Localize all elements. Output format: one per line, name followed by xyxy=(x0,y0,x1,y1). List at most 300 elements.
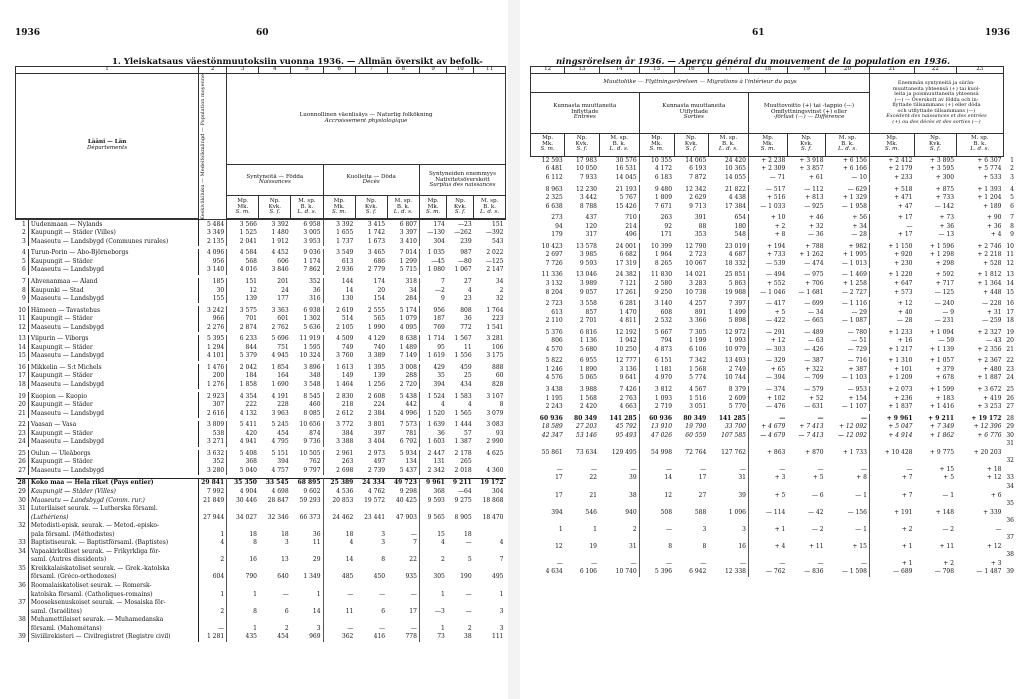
table-cell: + 12 092 xyxy=(826,423,870,432)
table-cell: 806 xyxy=(551,337,563,345)
table-cell: 27 xyxy=(698,491,707,499)
table-cell: + 102 xyxy=(766,394,786,402)
colnum: 12 xyxy=(531,67,565,74)
table-cell: 141 285 xyxy=(708,414,748,423)
table-cell xyxy=(639,551,674,560)
table-cell: 11 336 xyxy=(541,271,563,279)
table-cell: 9 797 xyxy=(291,467,323,476)
table-cell: — xyxy=(282,590,289,598)
table-cell: 9 713 xyxy=(689,202,707,210)
col1-header xyxy=(16,73,199,219)
unit-header-line: Mp. xyxy=(333,198,345,205)
table-cell xyxy=(599,517,639,526)
table-cell: 9 593 xyxy=(579,259,597,267)
table-cell: —125 xyxy=(486,257,504,265)
surplus-header-fi: Syntyneiden enemmyys xyxy=(428,171,496,178)
table-cell: 3 953 xyxy=(291,238,323,247)
table-cell: + 1 393 xyxy=(977,185,1002,193)
table-cell: — 1 116 xyxy=(826,300,870,309)
table-cell: 3 801 xyxy=(367,421,386,429)
table-cell: 4 570 xyxy=(545,345,563,353)
table-cell: 5 174 xyxy=(387,306,419,315)
colnum: 16 xyxy=(674,67,708,74)
table-cell: + 1 217 xyxy=(888,345,913,353)
table-cell: 808 xyxy=(460,306,472,314)
table-cell: 12 593 xyxy=(541,156,563,164)
table-row xyxy=(531,174,1017,183)
table-cell: — 716 xyxy=(826,357,870,366)
table-cell xyxy=(419,565,446,574)
row-label: Siviilirekisteri — Civilregistret (Registre civil) xyxy=(28,633,198,642)
table-cell: 434 xyxy=(460,380,472,388)
table-cell xyxy=(565,440,599,449)
table-cell: 2 936 xyxy=(336,266,354,274)
table-cell: 1 xyxy=(558,525,563,533)
table-cell: 14 xyxy=(291,607,323,616)
table-cell: 1 299 xyxy=(387,258,419,267)
table-row xyxy=(531,491,1017,500)
table-cell xyxy=(531,457,565,466)
table-cell: 6 792 xyxy=(387,438,419,447)
table-cell: + 3 895 xyxy=(929,156,955,164)
table-cell: 1 395 xyxy=(367,363,386,371)
table-cell: 32 346 xyxy=(267,513,289,521)
unit-header-line: S. f. xyxy=(685,146,697,153)
table-cell: 1 737 xyxy=(336,237,354,245)
table-cell: 1 567 xyxy=(454,335,472,343)
row-number: 19 xyxy=(16,392,29,401)
unit-header xyxy=(565,133,599,156)
net-migration-header xyxy=(748,92,869,133)
row-label: Maaseutu — Landsbygd xyxy=(28,266,198,275)
table-cell: 190 xyxy=(460,573,472,581)
table-cell: 134 xyxy=(387,458,419,467)
table-cell: 88 xyxy=(698,222,707,230)
table-cell: 25 389 xyxy=(330,479,354,487)
table-cell: 12 338 xyxy=(708,568,748,577)
table-cell: — xyxy=(591,465,597,473)
row-label: Kreikkalaiskatoliset seurak. — Grek.-katolska xyxy=(28,565,198,574)
unit-header-line: Kvk. xyxy=(454,203,467,210)
table-cell: 1 912 xyxy=(271,237,289,245)
row-number: 30 xyxy=(16,496,29,505)
table-cell: + 706 xyxy=(805,279,824,287)
table-cell: 12 777 xyxy=(599,357,639,366)
table-cell: 10 656 xyxy=(291,421,323,430)
table-cell: — 762 xyxy=(765,568,786,576)
table-cell: + 1 233 xyxy=(888,328,913,336)
table-cell xyxy=(915,517,957,526)
table-cell: + 1 057 xyxy=(929,357,955,365)
table-cell: + 2 179 xyxy=(888,165,913,173)
table-cell: 4 016 xyxy=(239,266,257,274)
table-cell: 1 181 xyxy=(654,365,673,373)
unit-header-line: L. d. s. xyxy=(609,146,629,153)
table-cell: + 1 310 xyxy=(888,357,913,365)
table-cell xyxy=(419,616,446,625)
table-cell xyxy=(708,551,748,560)
table-cell xyxy=(915,440,957,449)
table-cell xyxy=(956,483,1003,492)
table-cell xyxy=(259,522,291,531)
table-row xyxy=(16,238,506,247)
table-cell: + 875 xyxy=(935,185,955,193)
net-header-fi: Muuttovoitto (+) tai -tappio (—) xyxy=(763,103,855,110)
out-migrants-header xyxy=(639,92,748,133)
table-row xyxy=(16,505,506,514)
table-cell: 1 xyxy=(499,590,504,598)
table-cell xyxy=(387,548,419,557)
table-row xyxy=(16,539,506,548)
table-cell: 3 xyxy=(284,539,289,547)
table-cell: 1 520 xyxy=(427,409,445,417)
table-cell: 14 xyxy=(345,286,354,294)
table-cell xyxy=(355,505,387,514)
table-cell: 11 xyxy=(291,539,323,548)
unit-header-line: Np. xyxy=(366,198,377,205)
table-cell: — 1 087 xyxy=(826,317,870,326)
table-cell: 686 xyxy=(373,257,386,265)
table-row xyxy=(531,414,1017,423)
table-cell: 94 xyxy=(555,222,563,230)
table-cell: — 28 xyxy=(826,231,870,240)
table-cell: 2 779 xyxy=(367,266,386,274)
table-row xyxy=(16,421,506,430)
table-cell xyxy=(748,483,787,492)
table-row xyxy=(531,328,1017,337)
table-cell: 39 xyxy=(708,491,748,500)
table-cell: 95 xyxy=(437,343,445,351)
table-cell: + 154 xyxy=(826,394,870,403)
table-cell: 3 132 xyxy=(545,279,563,287)
row-number: 39 xyxy=(16,633,29,642)
table-row xyxy=(16,496,506,505)
table-row xyxy=(16,286,506,295)
table-cell: 1 639 xyxy=(427,421,445,429)
table-cell: + 36 xyxy=(939,222,955,230)
table-cell: 1 080 xyxy=(427,266,445,274)
table-cell: + 1 258 xyxy=(826,280,870,289)
table-cell: + 4 xyxy=(774,542,786,550)
table-cell: 16 xyxy=(708,543,748,552)
table-cell: 3 079 xyxy=(486,409,504,417)
table-cell: 144 xyxy=(341,277,354,285)
table-cell: — xyxy=(347,624,354,632)
table-cell: 24 001 xyxy=(599,243,639,252)
table-cell xyxy=(531,517,565,526)
surplus-header-fr: Surplus des naissances xyxy=(429,182,496,189)
colnum: 7 xyxy=(355,67,387,74)
table-cell: 2 830 xyxy=(336,392,354,400)
table-cell: 10 399 xyxy=(651,242,673,250)
table-cell: 1 xyxy=(291,590,323,599)
table-row xyxy=(531,466,1017,475)
table-cell xyxy=(199,505,227,514)
table-cell: + 1 298 xyxy=(929,251,955,259)
table-cell: 2 xyxy=(599,525,639,534)
table-cell: 304 xyxy=(492,488,504,495)
unit-header-line: Mk. xyxy=(427,203,439,210)
row-label: Vaasan — Vasa xyxy=(28,421,198,430)
row-number: 3 xyxy=(1010,173,1014,181)
table-cell: 2 xyxy=(499,286,504,294)
unit-header-line: Kvk. xyxy=(684,140,698,147)
table-cell: + 863 xyxy=(766,448,786,456)
table-cell: — 665 xyxy=(804,317,824,325)
row-number: 8 xyxy=(16,286,29,295)
table-cell: 53 146 xyxy=(576,431,597,439)
table-cell: 154 xyxy=(373,295,386,303)
table-cell: — 28 xyxy=(896,317,913,325)
table-cell: 95 493 xyxy=(599,431,639,440)
table-cell: — 240 xyxy=(934,300,955,308)
table-cell xyxy=(787,551,825,560)
table-cell: 131 xyxy=(433,458,445,466)
unit-header-line: Mk. xyxy=(542,140,554,147)
row-label: Kaupungit — Städer xyxy=(28,344,198,353)
table-cell: + 191 xyxy=(894,508,913,516)
table-cell: 6 958 xyxy=(291,220,323,229)
table-cell: 8 265 xyxy=(654,259,673,267)
table-cell: 2 612 xyxy=(336,409,354,417)
title-left: 1. Yleiskatsaus väestönmuutoksiin vuonna 1936. — Allmän översikt av befolk- xyxy=(112,57,483,67)
table-cell: 25 xyxy=(464,372,472,380)
table-cell: 935 xyxy=(387,573,419,582)
table-cell: 3 548 xyxy=(291,381,323,390)
table-cell: 228 xyxy=(277,401,289,409)
table-row xyxy=(16,599,506,608)
table-cell: 4 795 xyxy=(271,438,289,446)
table-cell: 6 816 xyxy=(579,328,597,336)
table-row xyxy=(531,308,1017,317)
table-cell: 1 xyxy=(253,624,257,632)
table-cell: 7 342 xyxy=(689,357,707,365)
table-cell xyxy=(869,440,914,449)
table-cell: 437 xyxy=(585,214,597,222)
table-cell xyxy=(259,505,291,514)
table-cell: — 43 xyxy=(985,337,1002,345)
row-number: 37 xyxy=(1006,534,1014,542)
table-cell: — 329 xyxy=(765,357,786,365)
table-cell: 7 671 xyxy=(654,202,673,210)
table-cell: —80 xyxy=(458,257,472,265)
row-label: Koko maa — Hela riket (Pays entier) xyxy=(28,479,198,488)
row-number xyxy=(16,513,29,522)
table-cell: + 6 156 xyxy=(826,156,870,165)
table-cell xyxy=(474,522,506,531)
table-row xyxy=(16,220,506,229)
table-cell: 139 xyxy=(373,372,386,380)
table-cell: 2 973 xyxy=(367,449,386,457)
table-cell: 3 410 xyxy=(387,238,419,247)
table-row xyxy=(16,522,506,531)
table-cell: — 59 xyxy=(938,337,955,345)
table-cell: 12 xyxy=(555,542,563,550)
table-row xyxy=(16,467,506,476)
unit-header xyxy=(419,196,446,219)
table-cell: 18 589 xyxy=(541,423,563,431)
table-cell: — 34 xyxy=(808,308,824,316)
table-row xyxy=(16,573,506,582)
table-cell: 24 xyxy=(281,286,289,294)
net-header-fr: -förlust (—) — Différence xyxy=(773,114,845,121)
unit-header-line: Mk. xyxy=(237,203,249,210)
table-cell: — 1 469 xyxy=(826,271,870,280)
table-cell: + 339 xyxy=(983,508,1002,516)
row-number: 12 xyxy=(16,323,29,332)
table-cell: + 34 xyxy=(826,222,870,231)
colnum: 23 xyxy=(956,67,1003,74)
table-cell: 17 983 xyxy=(576,156,597,164)
table-cell: 3 415 xyxy=(367,220,386,228)
table-cell: 8 638 xyxy=(387,335,419,344)
table-cell: 73 xyxy=(437,633,445,641)
table-cell: 305 xyxy=(433,573,445,581)
unit-header-line: S. m. xyxy=(649,146,664,153)
table-cell: — xyxy=(379,590,386,598)
table-cell: 762 xyxy=(291,458,323,467)
colnum: 8 xyxy=(387,67,419,74)
row-label: Ahvenanmaa — Åland xyxy=(28,278,198,287)
table-cell: —130 xyxy=(427,229,445,237)
table-row xyxy=(531,423,1017,432)
table-cell: 214 xyxy=(599,222,639,231)
table-cell: 3 772 xyxy=(336,421,354,429)
table-cell: 2 763 xyxy=(599,394,639,403)
table-row xyxy=(531,156,1017,165)
table-cell: 1 xyxy=(253,590,257,598)
table-cell: — 156 xyxy=(826,508,870,517)
table-cell xyxy=(447,505,474,514)
table-cell: + 518 xyxy=(894,185,913,193)
table-cell: 2 990 xyxy=(486,438,504,446)
table-cell xyxy=(787,500,825,509)
table-cell: 8 379 xyxy=(708,386,748,395)
table-cell: 1 595 xyxy=(291,344,323,353)
table-cell: 3 xyxy=(702,525,707,533)
table-cell: — 699 xyxy=(804,300,824,308)
table-cell: + 7 349 xyxy=(929,423,955,431)
row-label: Turun-Porin — Åbo-Björneborgs xyxy=(28,249,198,258)
row-label: Maaseutu — Landsbygd xyxy=(28,381,198,390)
table-cell xyxy=(474,530,506,539)
table-row xyxy=(16,266,506,275)
table-cell: 450 xyxy=(373,573,386,581)
table-cell: 4 360 xyxy=(486,466,504,474)
table-cell: 5 715 xyxy=(387,266,419,275)
table-cell: 1 655 xyxy=(336,229,354,237)
table-cell: + 8 xyxy=(774,231,786,239)
colnum: 22 xyxy=(915,67,957,74)
row-number: 34 xyxy=(1006,483,1014,490)
table-cell: 19 988 xyxy=(708,288,748,297)
table-cell: 141 285 xyxy=(599,414,639,423)
table-cell: 4 634 xyxy=(545,568,563,576)
table-cell xyxy=(674,440,708,449)
table-cell: — xyxy=(779,414,786,422)
table-cell: 21 849 xyxy=(199,496,227,505)
table-cell: 2 384 xyxy=(367,409,386,417)
table-cell xyxy=(419,582,446,591)
table-cell: — 374 xyxy=(765,385,786,393)
table-cell: 508 xyxy=(660,508,673,516)
table-cell: + 15 xyxy=(826,543,870,552)
unit-header-line: L. d. s. xyxy=(297,209,317,216)
table-cell: 3 140 xyxy=(199,266,227,275)
table-cell: + 1 204 xyxy=(977,194,1002,202)
table-cell: 1 349 xyxy=(291,573,323,582)
table-cell: 5 484 xyxy=(199,220,227,229)
table-cell xyxy=(291,565,323,574)
table-cell: — 7 413 xyxy=(798,431,824,439)
table-cell: 2 762 xyxy=(271,323,289,331)
colnum: 21 xyxy=(869,67,914,74)
table-cell: 5 065 xyxy=(579,374,597,382)
table-cell: 8 963 xyxy=(545,185,563,193)
table-cell: 2 xyxy=(441,556,445,564)
table-cell xyxy=(674,457,708,466)
table-cell: 4 970 xyxy=(654,374,673,382)
table-cell: 5 438 xyxy=(387,392,419,401)
table-cell xyxy=(474,565,506,574)
table-cell: 485 xyxy=(341,573,354,581)
row-number xyxy=(1004,543,1017,552)
unit-header-line: M. sp. xyxy=(480,198,499,205)
table-row xyxy=(531,440,1017,449)
table-cell: 2 xyxy=(467,624,472,632)
unit-header-line: Np. xyxy=(801,135,812,142)
table-cell: 68 895 xyxy=(291,479,323,488)
table-cell: 129 495 xyxy=(599,449,639,458)
table-cell: 1 195 xyxy=(545,394,563,402)
table-cell: 4 698 xyxy=(271,488,289,495)
unit-header-line: Np. xyxy=(930,135,941,142)
table-cell: + 1 364 xyxy=(977,279,1002,287)
table-cell: 391 xyxy=(694,214,707,222)
table-cell xyxy=(323,582,355,591)
row-number: 30 xyxy=(1006,431,1014,439)
unit-header xyxy=(956,133,1003,156)
table-cell: 3 404 xyxy=(367,438,386,446)
table-cell: 6 938 xyxy=(291,306,323,315)
table-cell: 8 xyxy=(702,542,707,550)
table-cell: 32 xyxy=(495,295,504,303)
row-number: 18 xyxy=(16,381,29,390)
table-cell: 5 376 xyxy=(545,328,563,336)
table-row xyxy=(531,534,1017,543)
table-cell: 3 xyxy=(499,624,504,632)
table-cell: 185 xyxy=(199,278,227,287)
table-cell: 9 641 xyxy=(599,374,639,383)
table-cell: 18 332 xyxy=(708,260,748,269)
table-cell: — xyxy=(826,414,870,423)
table-cell: + 3 xyxy=(774,474,786,482)
table-cell: + 4 914 xyxy=(888,431,913,439)
table-cell: 1 809 xyxy=(654,194,673,202)
row-number xyxy=(16,556,29,565)
table-cell xyxy=(531,483,565,492)
table-cell: — xyxy=(379,624,386,632)
table-cell: + 4 xyxy=(990,231,1002,239)
table-cell xyxy=(474,505,506,514)
table-cell: 180 xyxy=(708,222,748,231)
table-cell: 3 051 xyxy=(689,403,707,411)
table-cell xyxy=(447,548,474,557)
table-cell: + 1 xyxy=(901,542,913,550)
table-cell: 3 988 xyxy=(579,385,597,393)
table-cell: + 18 xyxy=(986,465,1002,473)
table-cell xyxy=(387,599,419,608)
